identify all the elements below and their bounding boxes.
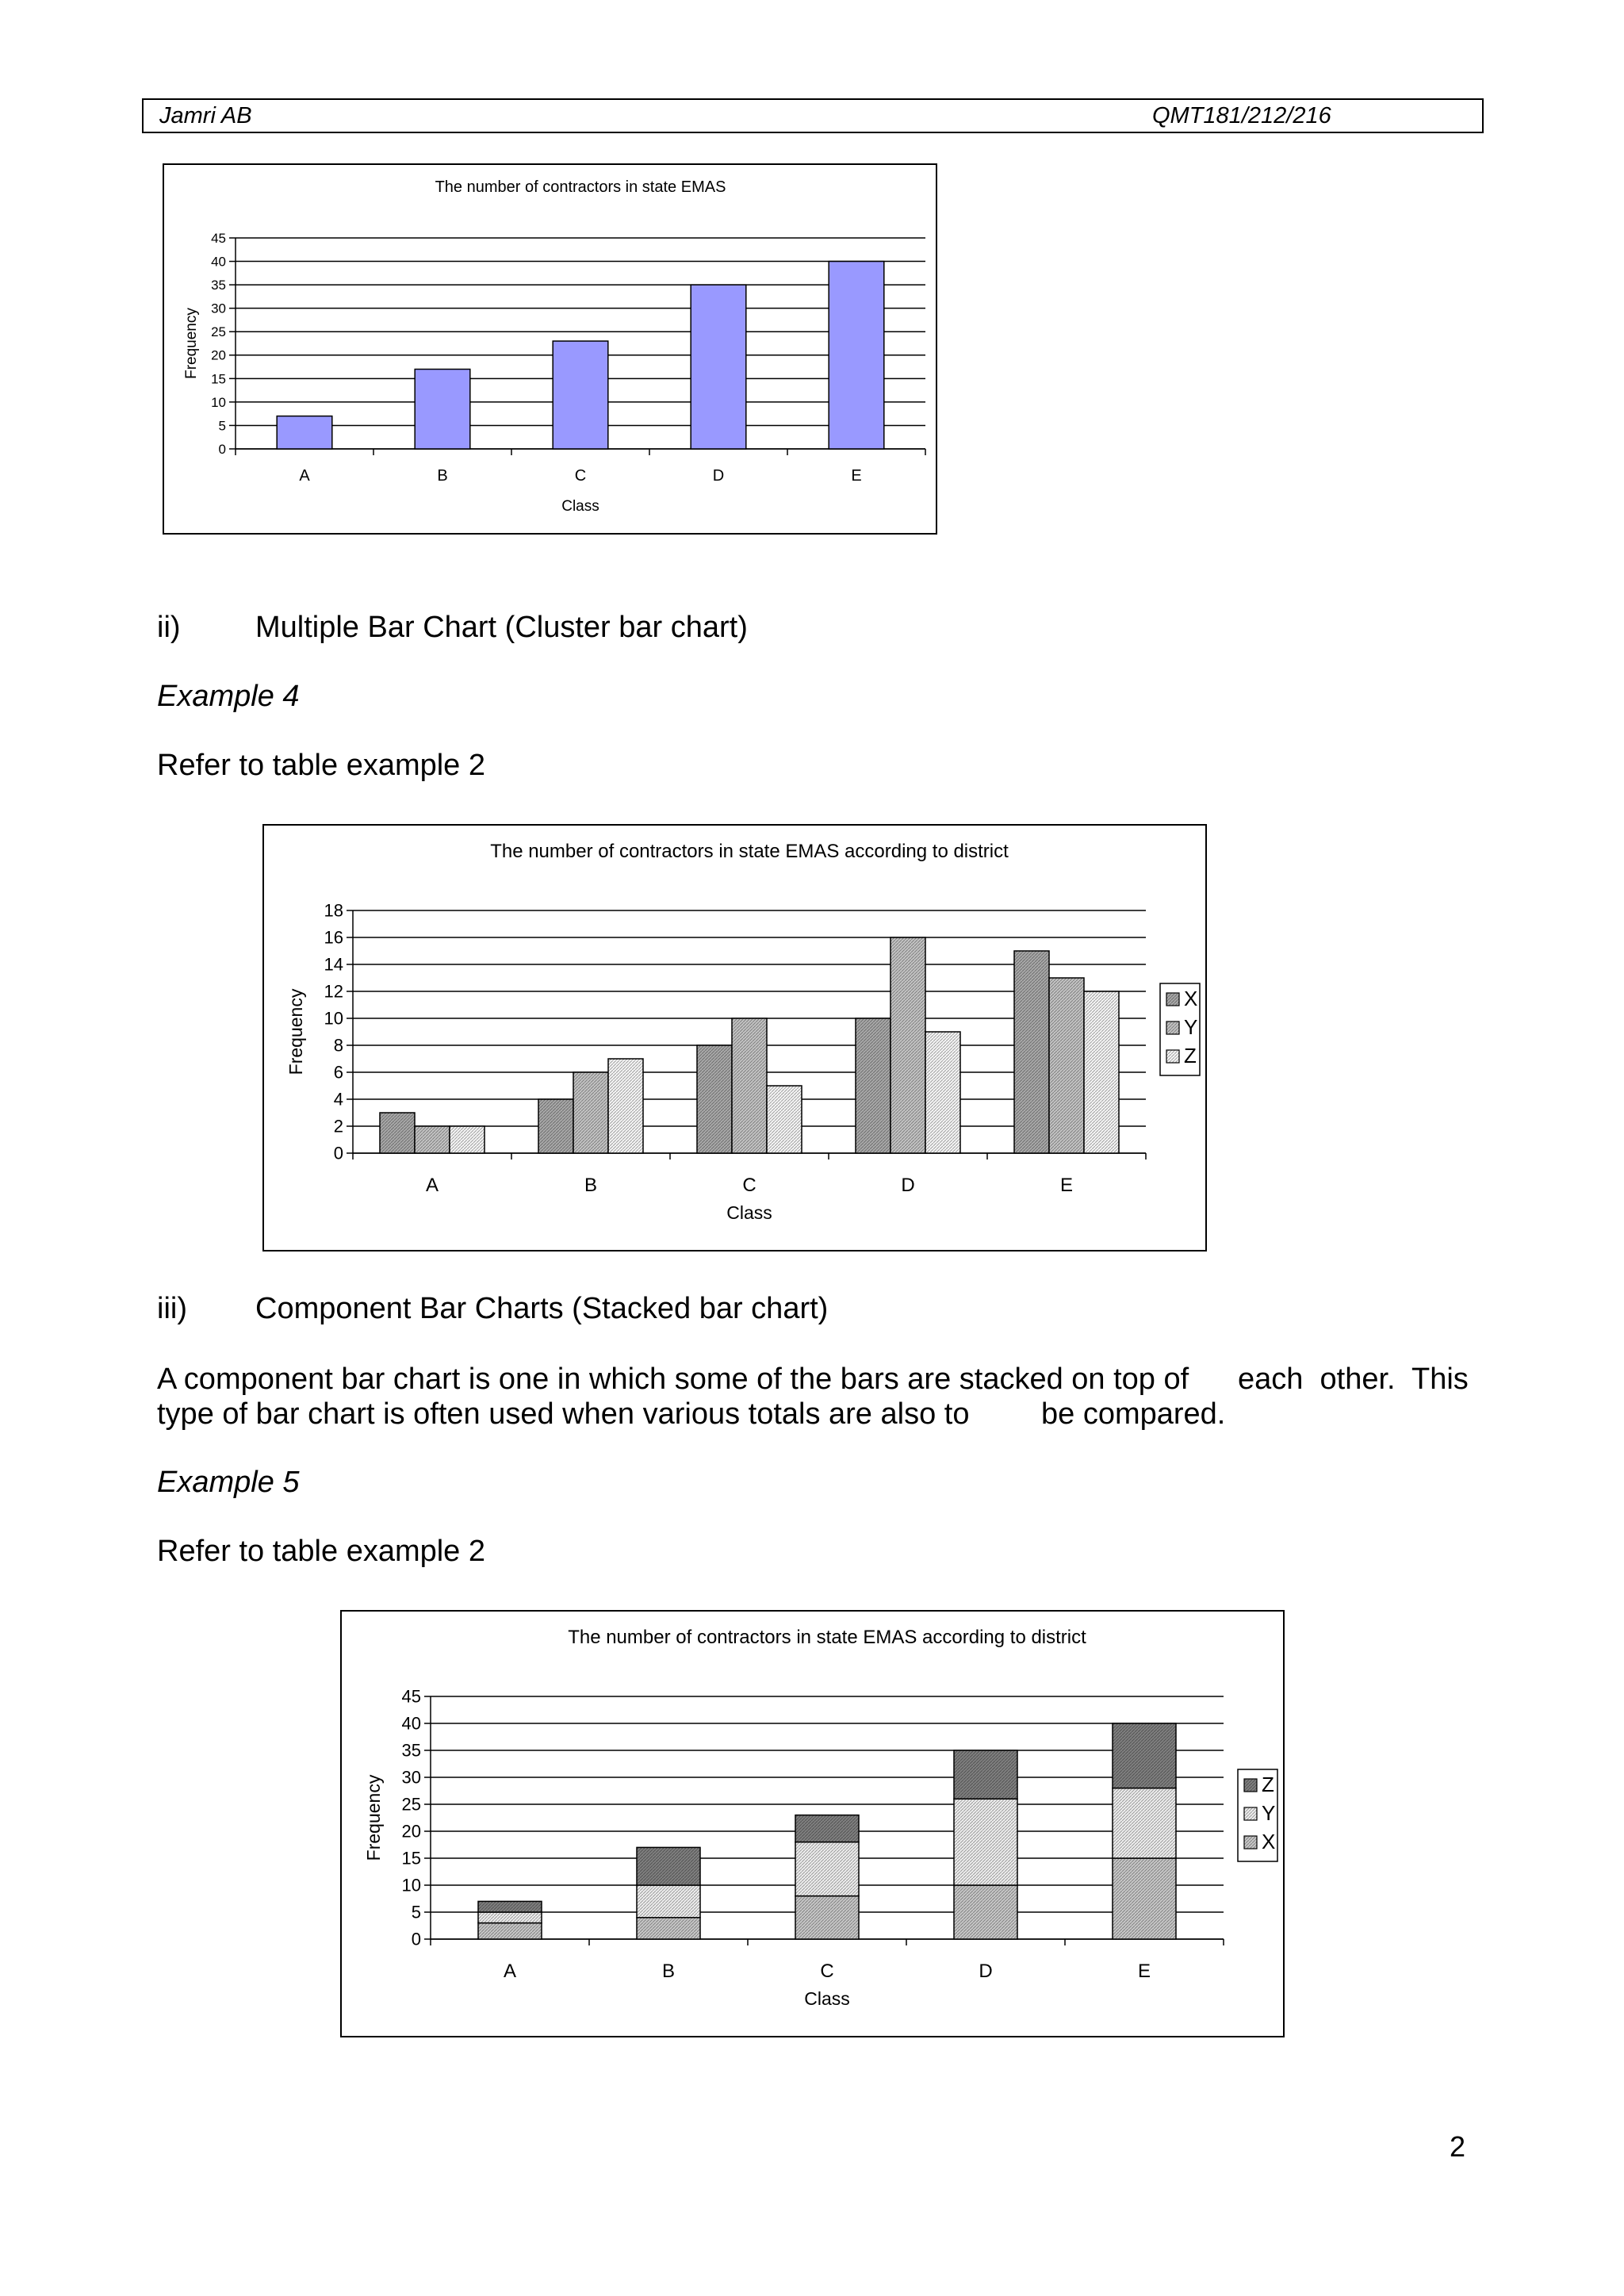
legend-swatch-Y <box>1166 1022 1179 1034</box>
y-tick-label: 0 <box>411 1929 421 1949</box>
x-category-label: D <box>979 1961 993 1982</box>
page-header <box>142 98 1484 133</box>
bar-C-X <box>697 1045 732 1153</box>
legend-swatch-Z <box>1244 1779 1257 1792</box>
y-tick-label: 12 <box>324 981 343 1002</box>
bar-segment-A-Y <box>478 1912 542 1923</box>
bar-segment-E-Z <box>1113 1723 1176 1788</box>
legend-label-X: X <box>1184 987 1198 1010</box>
bar-B-X <box>538 1099 573 1153</box>
y-axis-label: Frequency <box>183 308 200 379</box>
y-tick-label: 10 <box>211 394 226 410</box>
header-course-code: QMT181/212/216 <box>1152 103 1331 128</box>
chart-stacked-bar <box>340 1610 1285 2037</box>
chart-single-bar <box>163 163 937 535</box>
bar-C <box>553 341 608 449</box>
y-axis-label: Frequency <box>363 1774 384 1861</box>
x-category-label: C <box>574 467 587 485</box>
y-tick-label: 15 <box>401 1848 421 1869</box>
x-category-label: D <box>712 467 725 485</box>
bar-E-Y <box>1049 978 1084 1153</box>
y-tick-label: 20 <box>401 1821 421 1842</box>
example-5-label: Example 5 <box>157 1466 300 1499</box>
bar-E <box>829 262 884 449</box>
x-category-label: B <box>661 1961 676 1982</box>
legend-label-X: X <box>1262 1830 1276 1853</box>
section-iii-title: Component Bar Charts (Stacked bar chart) <box>255 1292 829 1325</box>
legend-swatch-X <box>1166 993 1179 1006</box>
chart-title: The number of contractors in state EMAS <box>435 178 726 196</box>
y-tick-label: 5 <box>218 418 226 434</box>
bar-D-X <box>856 1018 891 1153</box>
bar-segment-A-X <box>478 1923 542 1939</box>
bar-segment-B-Y <box>637 1885 700 1918</box>
x-category-label: E <box>851 467 862 485</box>
x-category-label: B <box>584 1175 598 1196</box>
x-axis-label: Class <box>726 1202 772 1223</box>
y-tick-label: 18 <box>324 900 343 921</box>
legend-label-Y: Y <box>1184 1015 1198 1039</box>
x-category-label: B <box>437 467 448 485</box>
bar-E-Z <box>1084 991 1119 1153</box>
bar-segment-C-Z <box>795 1815 859 1842</box>
bar-C-Y <box>732 1018 767 1153</box>
chart-single-bar-svg <box>164 165 939 536</box>
paragraph-line-1a: A component bar chart is one in which some of the bars are stacked on top of <box>157 1363 1189 1396</box>
bar-segment-D-Y <box>954 1799 1017 1885</box>
y-tick-label: 45 <box>401 1686 421 1707</box>
section-iii-number: iii) <box>157 1292 187 1325</box>
bar-A-X <box>380 1113 415 1153</box>
bar-B-Y <box>573 1072 608 1153</box>
x-category-label: E <box>1059 1175 1074 1196</box>
y-tick-label: 5 <box>411 1902 421 1922</box>
y-tick-label: 0 <box>333 1143 343 1163</box>
bar-C-Z <box>767 1086 802 1153</box>
bar-segment-C-X <box>795 1896 859 1939</box>
page-number: 2 <box>1450 2130 1466 2163</box>
paragraph-line-2b: be compared. <box>1041 1397 1226 1431</box>
y-tick-label: 4 <box>333 1089 343 1110</box>
y-tick-label: 35 <box>401 1740 421 1761</box>
chart-title: The number of contractors in state EMAS according to district <box>568 1627 1086 1648</box>
bar-D-Z <box>925 1032 960 1153</box>
bar-A-Z <box>450 1126 485 1153</box>
y-tick-label: 16 <box>324 927 343 948</box>
y-tick-label: 0 <box>218 441 226 457</box>
x-category-label: E <box>1137 1961 1151 1982</box>
bar-segment-B-Z <box>637 1847 700 1885</box>
legend-swatch-X <box>1244 1836 1257 1849</box>
y-tick-label: 40 <box>211 254 226 270</box>
example-4-label: Example 4 <box>157 680 300 713</box>
bar-segment-E-X <box>1113 1858 1176 1939</box>
legend-label-Z: Z <box>1184 1044 1197 1068</box>
legend-label-Y: Y <box>1262 1801 1276 1825</box>
x-category-label: C <box>820 1961 834 1982</box>
bar-D-Y <box>891 937 925 1153</box>
bar-segment-D-Z <box>954 1750 1017 1799</box>
legend-swatch-Z <box>1166 1050 1179 1063</box>
x-category-label: A <box>503 1961 517 1982</box>
y-tick-label: 8 <box>333 1035 343 1056</box>
bar-B <box>415 370 470 449</box>
section-ii-number: ii) <box>157 611 181 644</box>
y-axis-label: Frequency <box>285 988 306 1075</box>
x-category-label: A <box>425 1175 439 1196</box>
bar-segment-D-X <box>954 1885 1017 1939</box>
y-tick-label: 45 <box>211 230 226 246</box>
y-tick-label: 10 <box>324 1008 343 1029</box>
example-4-reference: Refer to table example 2 <box>157 749 486 782</box>
y-tick-label: 10 <box>401 1875 421 1895</box>
section-ii-title: Multiple Bar Chart (Cluster bar chart) <box>255 611 748 644</box>
y-tick-label: 6 <box>333 1062 343 1083</box>
bar-segment-B-X <box>637 1918 700 1939</box>
chart-title: The number of contractors in state EMAS according to district <box>490 841 1009 862</box>
y-tick-label: 30 <box>211 301 226 316</box>
paragraph-line-2a: type of bar chart is often used when various totals are also to <box>157 1397 970 1431</box>
y-tick-label: 40 <box>401 1713 421 1734</box>
paragraph-line-1b: each other. This <box>1238 1363 1469 1396</box>
chart-stacked-bar-svg <box>342 1612 1286 2039</box>
chart-clustered-bar <box>262 824 1207 1251</box>
example-5-reference: Refer to table example 2 <box>157 1535 486 1568</box>
x-category-label: A <box>299 467 310 485</box>
legend-swatch-Y <box>1244 1807 1257 1820</box>
x-axis-label: Class <box>804 1988 850 2009</box>
x-axis-label: Class <box>561 498 599 515</box>
y-tick-label: 14 <box>324 954 343 975</box>
bar-A-Y <box>415 1126 450 1153</box>
bar-E-X <box>1014 951 1049 1153</box>
y-tick-label: 25 <box>211 324 226 340</box>
bar-segment-E-Y <box>1113 1788 1176 1858</box>
x-category-label: D <box>901 1175 915 1196</box>
bar-segment-C-Y <box>795 1842 859 1896</box>
y-tick-label: 35 <box>211 278 226 293</box>
y-tick-label: 2 <box>333 1116 343 1137</box>
bar-B-Z <box>608 1059 643 1153</box>
bar-D <box>691 285 746 449</box>
y-tick-label: 15 <box>211 371 226 387</box>
x-category-label: C <box>742 1175 756 1196</box>
y-tick-label: 30 <box>401 1767 421 1788</box>
header-author: Jamri AB <box>159 103 252 128</box>
y-tick-label: 25 <box>401 1794 421 1815</box>
legend-label-Z: Z <box>1262 1773 1274 1796</box>
y-tick-label: 20 <box>211 347 226 363</box>
chart-clustered-bar-svg <box>264 826 1208 1253</box>
bar-segment-A-Z <box>478 1901 542 1912</box>
bar-A <box>277 416 332 449</box>
